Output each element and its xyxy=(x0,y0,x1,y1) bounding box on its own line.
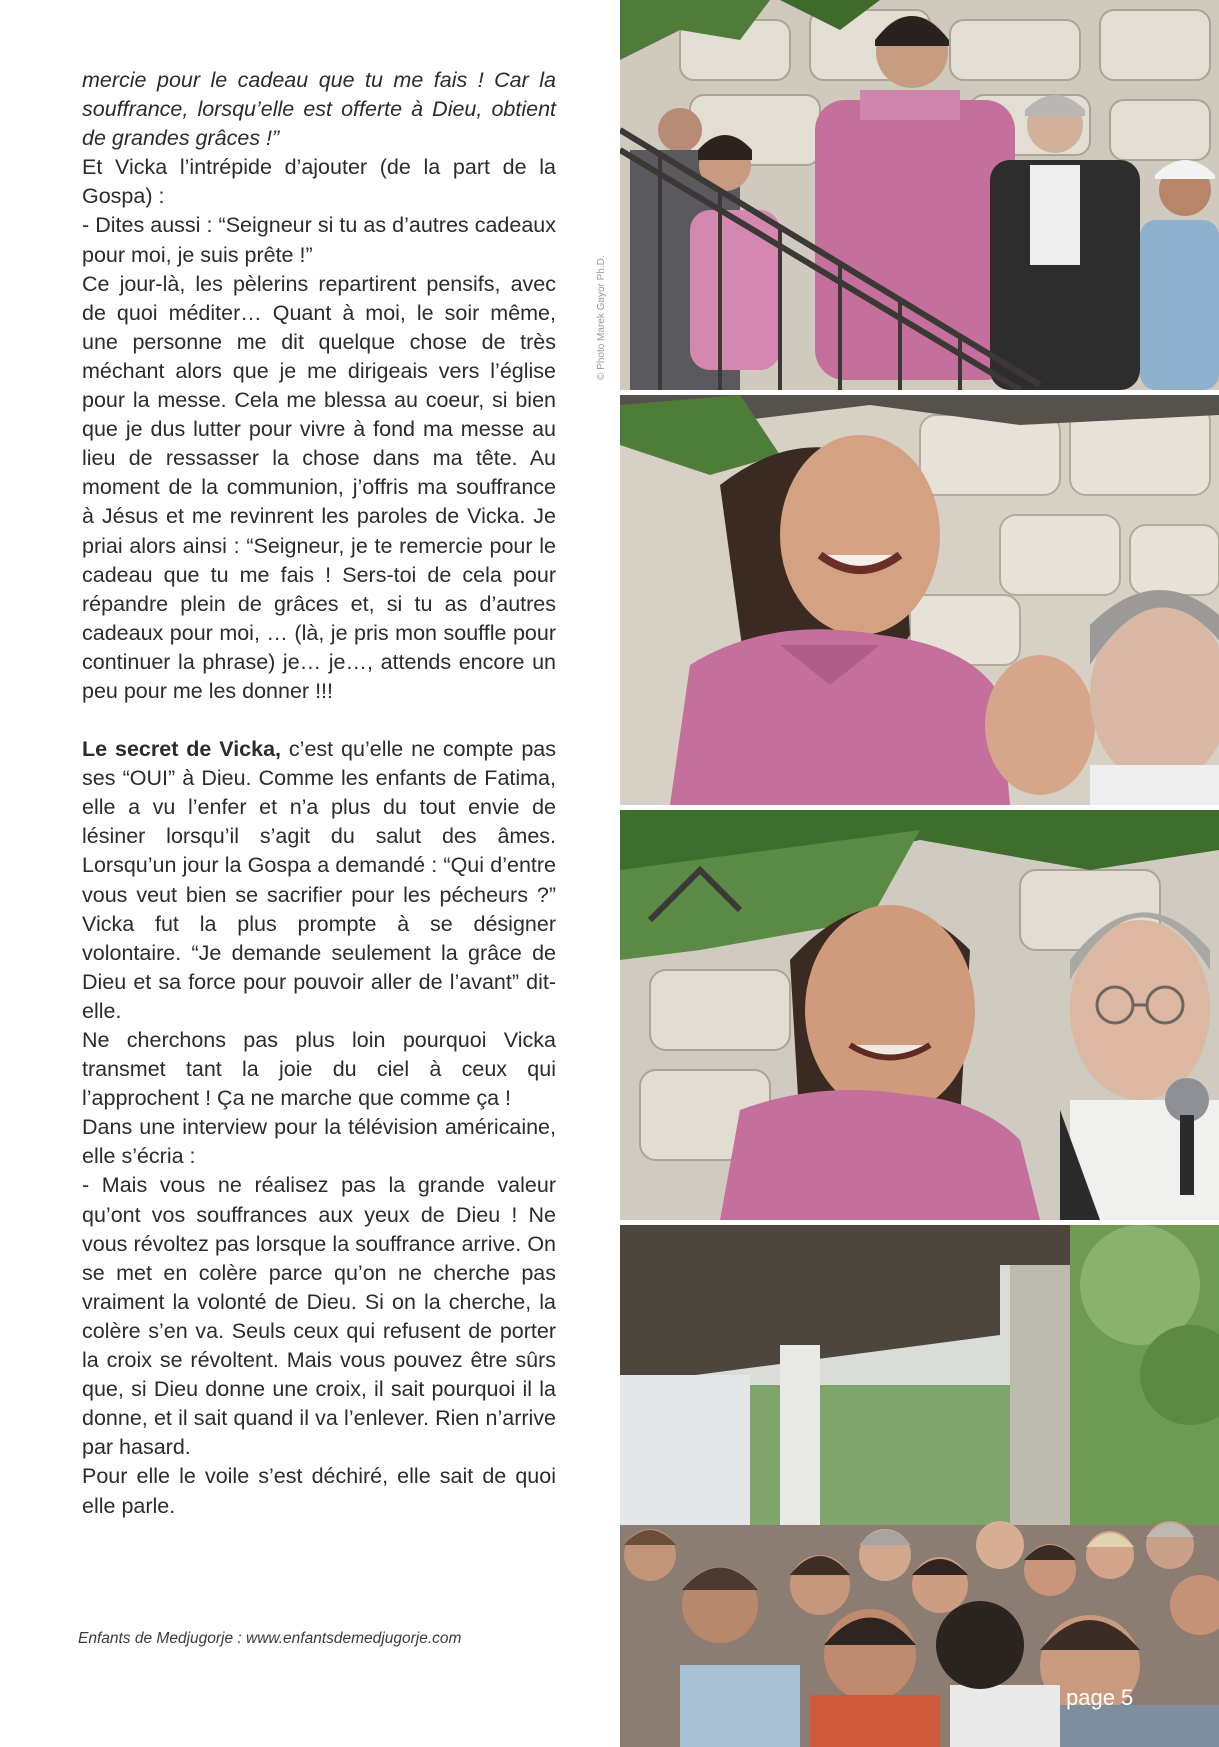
article-paragraph xyxy=(82,735,556,1026)
article-text xyxy=(82,66,556,1521)
footer-website: Enfants de Medjugorje : www.enfantsdemedjugorje.com xyxy=(78,1630,462,1647)
paragraph-spacer xyxy=(82,706,556,735)
page-number: page 5 xyxy=(1066,1685,1134,1710)
paragraph-body: c’est qu’elle ne compte pas ses “OUI” à Dieu. Comme les enfants de Fatima, elle a vu l’enfer et n’a plus du tout envie de lésiner lorsqu’il s’agit du salut des âmes. Lorsqu’un jour la Gospa a demandé : “Qui d’entre vous veut bien se sacrifier pour les pécheurs ?” Vicka fut la plus prompte à se désigner volontaire. “Je demande seulement la grâce de Dieu et sa force pour pouvoir aller de l’avant” dit-elle. xyxy=(82,737,556,1023)
photo-vicka-smiling xyxy=(620,395,1219,805)
article-paragraph: - Mais vous ne réalisez pas la grande valeur qu’ont vos souffrances aux yeux de Dieu ! Ne vous révoltez pas lorsque la souffrance arrive. On se met en colère parce qu’on ne cherche pas vraiment la volonté de Dieu. Si on la cherche, la colère s’en va. Seuls ceux qui refusent de porter la croix se révoltent. Mais vous pouvez être sûrs que, si Dieu donne une croix, il sait pourquoi il la donne, et il sait quand il va l’enlever. Rien n’arrive par hasard. xyxy=(82,1173,556,1460)
photo-credit: © Photo Marek Gayor Ph.D. xyxy=(596,255,607,380)
paragraph-lead: Le secret de Vicka, xyxy=(82,737,282,762)
article-paragraph: Et Vicka l’intrépide d’ajouter (de la part de la Gospa) : xyxy=(82,155,556,209)
article-paragraph: Ce jour-là, les pèlerins repartirent pensifs, avec de quoi méditer… Quant à moi, le soir même, une personne me dit quelque chose de très méchant alors que je me dirigeais vers l’église pour la messe. Cela me blessa au coeur, si bien que je dus lutter pour vivre à fond ma messe au lieu de ressasser la chose dans ma tête. Au moment de la communion, j’offris ma souffrance à Jésus et me revinrent les paroles de Vicka. Je priai alors ainsi : “Seigneur, je te remercie pour le cadeau que tu me fais ! Sers-toi de cela pour répandre plein de grâces et, si tu as d’autres cadeaux pour moi, … (là, je pris mon souffle pour continuer la phrase) je… je…, attends encore un peu pour me les donner !!! xyxy=(82,271,556,703)
article-paragraph: Dans une interview pour la télévision américaine, elle s’écria : xyxy=(82,1115,556,1169)
photo-crowd xyxy=(620,1225,1219,1747)
photo-vicka-microphone xyxy=(620,810,1219,1220)
photo-column xyxy=(620,0,1219,1747)
article-paragraph: Pour elle le voile s’est déchiré, elle sait de quoi elle parle. xyxy=(82,1464,556,1518)
article-paragraph: - Dites aussi : “Seigneur si tu as d’autres cadeaux pour moi, je suis prête !” xyxy=(82,213,556,267)
article-paragraph: mercie pour le cadeau que tu me fais ! Car la souffrance, lorsqu’elle est offerte à Dieu, obtient de grandes grâces !” xyxy=(82,68,556,151)
photo-stairs xyxy=(620,0,1219,390)
article-paragraph: Ne cherchons pas plus loin pourquoi Vicka transmet tant la joie du ciel à ceux qui l’approchent ! Ça ne marche que comme ça ! xyxy=(82,1028,556,1111)
